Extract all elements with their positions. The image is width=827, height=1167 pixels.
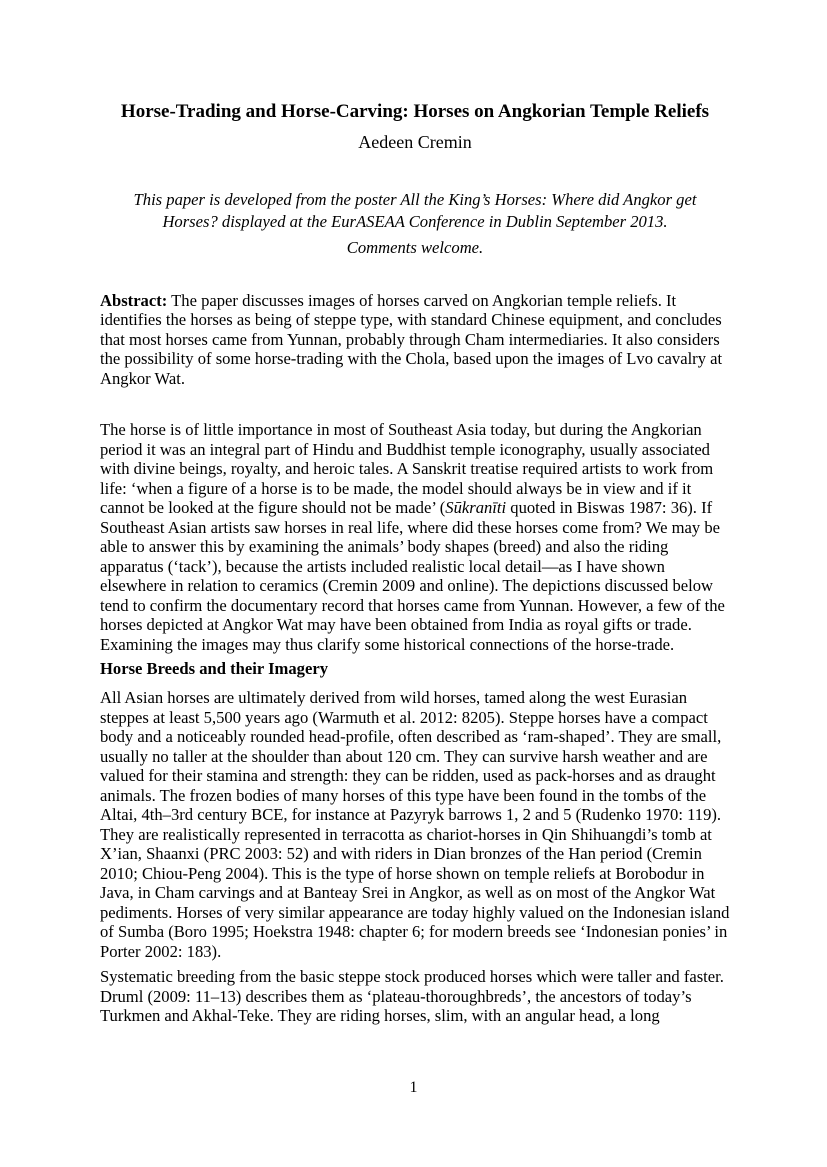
- body-paragraph-1-text-before: The horse is of little importance in most of Southeast Asia today, but during the Angkorian period it was an integral part of Hindu and Buddhist temple iconography, usually associated with divine beings, royalty, and heroic tales. A Sanskrit treatise required artists to work from life: ‘when a figure of a horse is to be made, the model should always be in view and if it cannot be looked at the figure should not be made’ (: [100, 420, 714, 517]
- body-paragraph-1: [100, 420, 730, 654]
- abstract-text: The paper discusses images of horses carved on Angkorian temple reliefs. It identifies the horses as being of steppe type, with standard Chinese equipment, and concludes that most horses came from Yunnan, probably through Cham intermediaries. It also considers the possibility of some horse-trading with the Chola, based upon the images of Lvo cavalry at Angkor Wat.: [100, 290, 723, 388]
- body-paragraph-2: All Asian horses are ultimately derived from wild horses, tamed along the west Eurasian steppes at least 5,500 years ago (Warmuth et al. 2012: 8205). Steppe horses have a compact body and a noticeably rounded head-profile, often described as ‘ram-shaped’. They are small, usually no taller at the shoulder than about 120 cm. They can survive harsh weather and are valued for their stamina and strength: they can be ridden, used as pack-horses and as draught animals. The frozen bodies of many horses of this type have been found in the tombs of the Altai, 4th–3rd century BCE, for instance at Pazyryk barrows 1, 2 and 5 (Rudenko 1970: 119). They are realistically represented in terracotta as chariot-horses in Qin Shihuangdi’s tomb at X’ian, Shaanxi (PRC 2003: 52) and with riders in Dian bronzes of the Han period (Cremin 2010; Chiou-Peng 2004). This is the type of horse shown on temple reliefs at Borobodur in Java, in Cham carvings and at Banteay Srei in Angkor, as well as on most of the Angkor Wat pediments. Horses of very similar appearance are today highly valued on the Indonesian island of Sumba (Boro 1995; Hoekstra 1948: chapter 6; for modern breeds see ‘Indonesian ponies’ in Porter 2002: 183).: [100, 688, 730, 961]
- document-content: [100, 0, 730, 1026]
- page-number: 1: [409, 1079, 418, 1096]
- body-paragraph-3: Systematic breeding from the basic steppe stock produced horses which were taller and faster. Druml (2009: 11–13) describes them as ‘plateau-thoroughbreds’, the ancestors of today’s Turkmen and Akhal-Teke. They are riding horses, slim, with an angular head, a long: [100, 967, 724, 1025]
- paper-author: Aedeen Cremin: [358, 132, 472, 152]
- abstract-paragraph: [100, 291, 730, 389]
- abstract-label: Abstract:: [100, 290, 168, 310]
- body-paragraph-1-text-after: quoted in Biswas 1987: 36). If Southeast Asian artists saw horses in real life, where did these horses come from? We may be able to answer this by examining the animals’ body shapes (breed) and also the riding apparatus (‘tack’), because the artists included realistic local detail—as I have shown elsewhere in relation to ceramics (Cremin 2009 and online). The depictions discussed below tend to confirm the documentary record that horses came from Yunnan. However, a few of the horses depicted at Angkor Wat may have been obtained from India as royal gifts or trade. Examining the images may thus clarify some historical connections of the horse-trade.: [100, 498, 725, 654]
- poster-note: This paper is developed from the poster All the King’s Horses: Where did Angkor get Horses? displayed at the EurASEAA Conference in Dublin September 2013.: [133, 190, 697, 231]
- paper-title: Horse-Trading and Horse-Carving: Horses on Angkorian Temple Reliefs: [120, 101, 710, 122]
- comments-welcome-line: Comments welcome.: [346, 238, 484, 257]
- section-heading-horse-breeds: Horse Breeds and their Imagery: [100, 659, 328, 678]
- body-paragraph-1-italic-term: Sūkranīti: [445, 498, 507, 517]
